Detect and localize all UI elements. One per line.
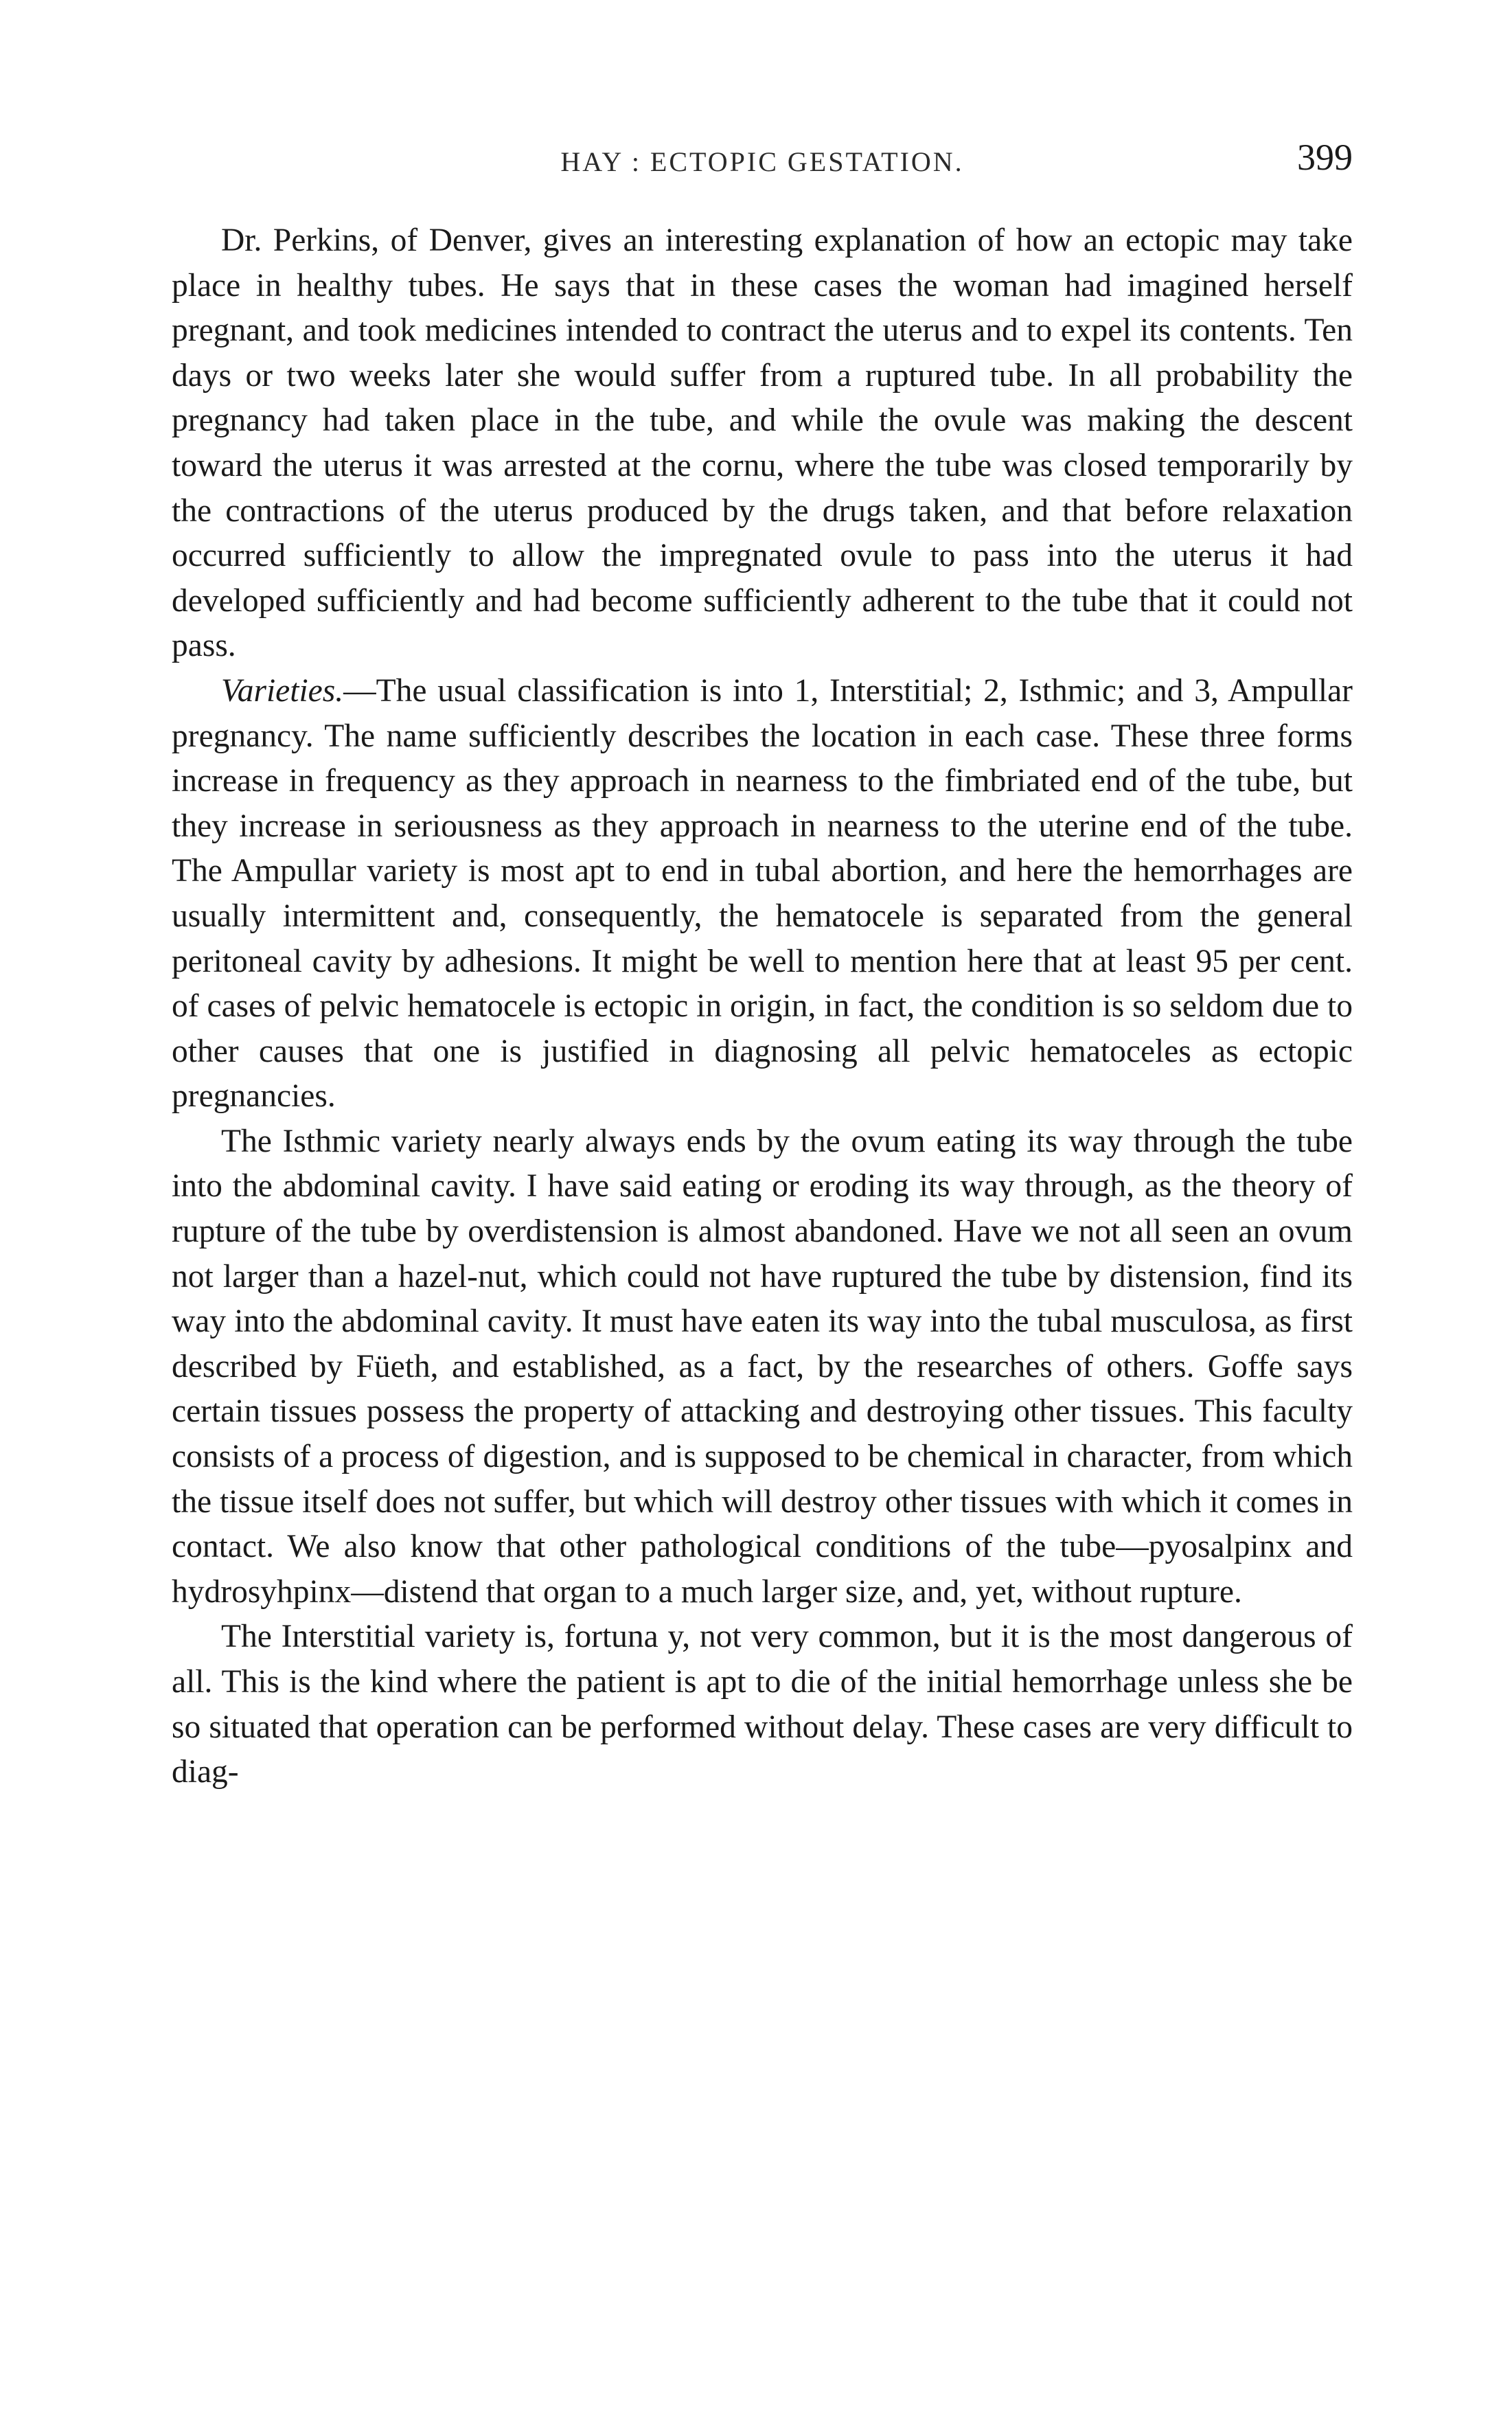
paragraph-interstitial: The Interstitial variety is, fortuna y, not very common, but it is the most dangerous of all. This is the kind where the patient is apt to die of the initial hemorrhage unless she be so situated that operation can be performed without delay. These cases are very difficult to diag- — [172, 1619, 1353, 1790]
page-number: 399 — [1297, 137, 1353, 178]
paragraph-perkins: Dr. Perkins, of Denver, gives an interesting explanation of how an ectopic may take place in healthy tubes. He says that in these cases the woman had imagined herself pregnant, and took medicines intended to contract the uterus and to expel its contents. Ten days or two weeks later she would suffer from a ruptured tube. In all probability the pregnancy had taken place in the tube, and while the ovule was making the descent toward the uterus it was arrested at the cornu, where the tube was closed temporarily by the contractions of the uterus produced by the drugs taken, and that before relaxation occurred sufficiently to allow the impregnated ovule to pass into the uterus it had developed sufficiently and had become sufficiently adherent to the tube that it could not pass. — [172, 223, 1353, 664]
article-body — [172, 218, 1353, 1795]
paragraph-isthmic: The Isthmic variety nearly always ends by the ovum eating its way through the tube into the abdominal cavity. I have said eating or eroding its way through, as the theory of rupture of the tube by overdistension is almost abandoned. Have we not all seen an ovum not larger than a hazel-nut, which could not have ruptured the tube by distension, find its way into the abdominal cavity. It must have eaten its way into the tubal musculosa, as first described by Füeth, and established, as a fact, by the researches of others. Goffe says certain tissues possess the property of attacking and destroying other tissues. This faculty consists of a process of digestion, and is supposed to be chemical in character, from which the tissue itself does not suffer, but which will destroy other tissues with which it comes in contact. We also know that other pathological conditions of the tube—pyosalpinx and hydrosyhpinx—distend that organ to a much larger size, and, yet, without rupture. — [172, 1123, 1353, 1610]
section-heading-varieties: Varieties. — [221, 672, 344, 709]
running-title: HAY : ECTOPIC GESTATION. — [560, 146, 964, 177]
paragraph-varieties — [172, 669, 1353, 1119]
paragraph-varieties-text: —The usual classification is into 1, Interstitial; 2, Isthmic; and 3, Ampullar pregnancy. The name sufficiently describes the location in each case. These three forms increase in frequency as they approach in nearness to the fimbriated end of the tube, but they increase in seriousness as they approach in nearness to the uterine end of the tube. The Ampullar variety is most apt to end in tubal abortion, and here the hemorrhages are usually intermittent and, consequently, the hematocele is separated from the general peritoneal cavity by adhesions. It might be well to mention here that at least 95 per cent. of cases of pelvic hematocele is ectopic in origin, in fact, the condition is so seldom due to other causes that one is justified in diagnosing all pelvic hematoceles as ectopic pregnancies. — [172, 672, 1353, 1115]
running-header — [172, 136, 1353, 191]
